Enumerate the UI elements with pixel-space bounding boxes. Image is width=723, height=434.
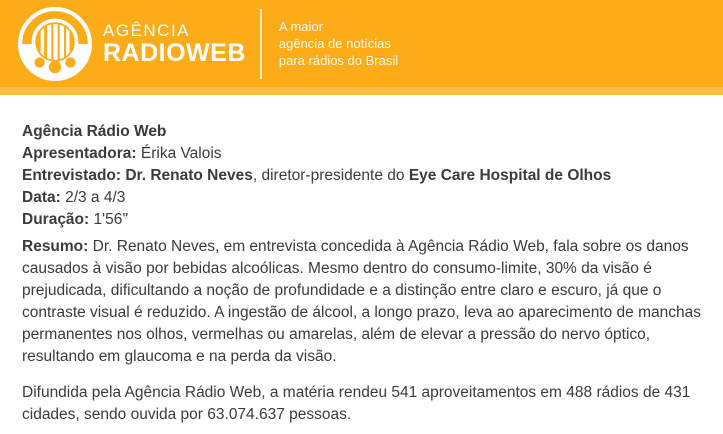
tagline-line-3: para rádios do Brasil (278, 53, 399, 68)
presenter-label: Apresentadora: (22, 145, 137, 162)
summary-paragraph (22, 236, 703, 368)
date-label: Data: (22, 189, 61, 206)
header-bottom-strip (0, 87, 723, 95)
release-content (0, 95, 723, 426)
summary-text: Dr. Renato Neves, em entrevista concedida à Agência Rádio Web, fala sobre os danos causados à visão por bebidas alcoólicas. Mesmo dentro do consumo-limite, 30% da visão é prejudicada, dificultando a noção de profundidade e a distinção entre claro e escuro, já que o contraste visual é reduzido. A ingestão de álcool, a longo prazo, leva ao aparecimento de manchas permanentes nos olhos, vermelhas ou amarelas, além de elevar a pressão do nervo óptico, resultando em glaucoma e na perda da visão. (22, 238, 701, 365)
interviewee-role: , diretor-presidente do (252, 167, 409, 184)
date-value: 2/3 a 4/3 (60, 189, 126, 206)
presenter-value: Érika Valois (136, 145, 222, 162)
tagline-line-2: agência de notícias (278, 36, 391, 51)
date-line (22, 187, 703, 209)
header-divider (260, 9, 262, 79)
interview-info-block (22, 121, 703, 231)
duration-line (22, 209, 703, 231)
distribution-text: Difundida pela Agência Rádio Web, a matéria rendeu 541 aproveitamentos em 488 rádios de 431 cidades, sendo ouvida por 63.074.637 pessoas. (22, 384, 691, 423)
brand-line-agencia: AGÊNCIA (103, 20, 191, 40)
summary-label: Resumo: (22, 238, 89, 255)
interviewee-organization: Eye Care Hospital de Olhos (408, 167, 612, 184)
interviewee-line (22, 165, 703, 187)
presenter-line (22, 143, 703, 165)
interviewee-label: Entrevistado: Dr. Renato Neves (22, 167, 253, 184)
brand-tagline (279, 18, 398, 69)
distribution-paragraph (22, 382, 703, 426)
brand-line-radioweb: RADIOWEB (103, 38, 246, 67)
tagline-line-1: A maior (278, 19, 323, 34)
agency-title: Agência Rádio Web (22, 123, 167, 140)
duration-value: 1'56'' (89, 211, 129, 228)
duration-label: Duração: (22, 211, 90, 228)
brand-wordmark (103, 22, 246, 66)
radioweb-microphone-logo-icon (16, 5, 94, 83)
brand-header (0, 0, 723, 87)
